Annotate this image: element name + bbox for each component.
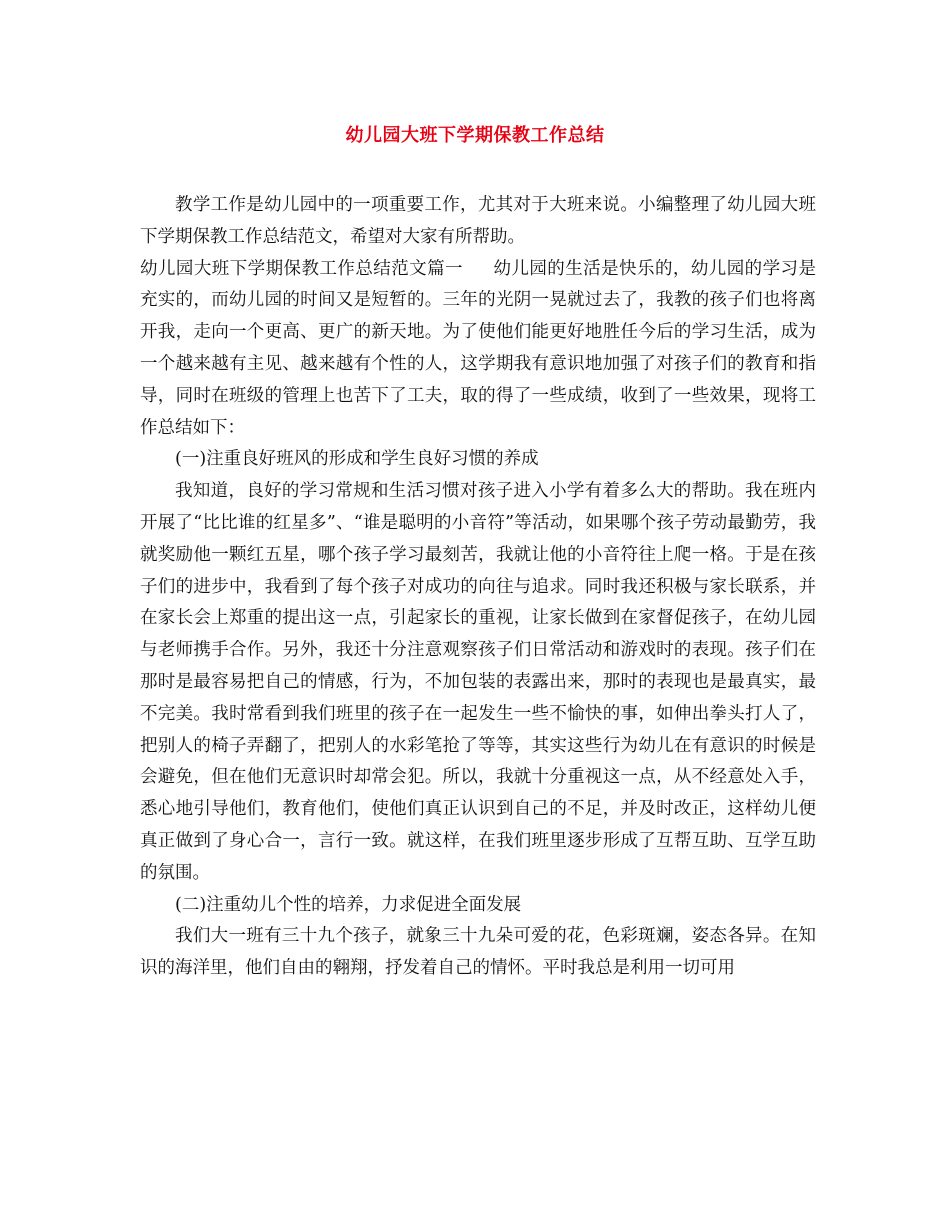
document-title: 幼儿园大班下学期保教工作总结 — [345, 125, 605, 146]
section-label: 幼儿园大班下学期保教工作总结范文篇一 — [140, 258, 463, 279]
paragraph-3: 我们大一班有三十九个孩子，就象三十九朵可爱的花，色彩斑斓，姿态各异。在知识的海洋里，他们自由的翱翔，抒发着自己的情怀。平时我总是利用一切可用 — [140, 926, 816, 979]
section-heading-1: (一)注重良好班风的形成和学生良好习惯的养成 — [175, 449, 539, 470]
paragraph-1: 幼儿园的生活是快乐的，幼儿园的学习是充实的，而幼儿园的时间又是短暂的。三年的光阴一晃就过去了，我教的孩子们也将离开我，走向一个更高、更广的新天地。为了使他们能更好地胜任今后的学习生活，成为一个越来越有主见、越来越有个性的人，这学期我有意识地加强了对孩子们的教育和指导，同时在班级的管理上也苦下了工夫，取的得了一些成绩，收到了一些效果，现将工作总结如下： — [140, 258, 816, 438]
section-heading-2: (二)注重幼儿个性的培养，力求促进全面发展 — [175, 894, 522, 915]
document-body — [140, 190, 816, 985]
intro-paragraph: 教学工作是幼儿园中的一项重要工作，尤其对于大班来说。小编整理了幼儿园大班下学期保教工作总结范文，希望对大家有所帮助。 — [140, 195, 816, 247]
paragraph-2: 我知道，良好的学习常规和生活习惯对孩子进入小学有着多么大的帮助。我在班内开展了“比比谁的红星多”、“谁是聪明的小音符”等活动，如果哪个孩子劳动最勤劳，我就奖励他一颗红五星，哪个孩子学习最刻苦，我就让他的小音符往上爬一格。于是在孩子们的进步中，我看到了每个孩子对成功的向往与追求。同时我还积极与家长联系，并在家长会上郑重的提出这一点，引起家长的重视，让家长做到在家督促孩子，在幼儿园与老师携手合作。另外，我还十分注意观察孩子们日常活动和游戏时的表现。孩子们在那时是最容易把自己的情感，行为，不加包装的表露出来，那时的表现也是最真实，最不完美。我时常看到我们班里的孩子在一起发生一些不愉快的事，如伸出拳头打人了，把别人的椅子弄翻了，把别人的水彩笔抢了等等，其实这些行为幼儿在有意识的时候是会避免，但在他们无意识时却常会犯。所以，我就十分重视这一点，从不经意处入手，悉心地引导他们，教育他们，使他们真正认识到自己的不足，并及时改正，这样幼儿便真正做到了身心合一，言行一致。就这样，在我们班里逐步形成了互帮互助、互学互助的氛围。 — [140, 481, 816, 883]
section-paragraph — [140, 254, 816, 445]
